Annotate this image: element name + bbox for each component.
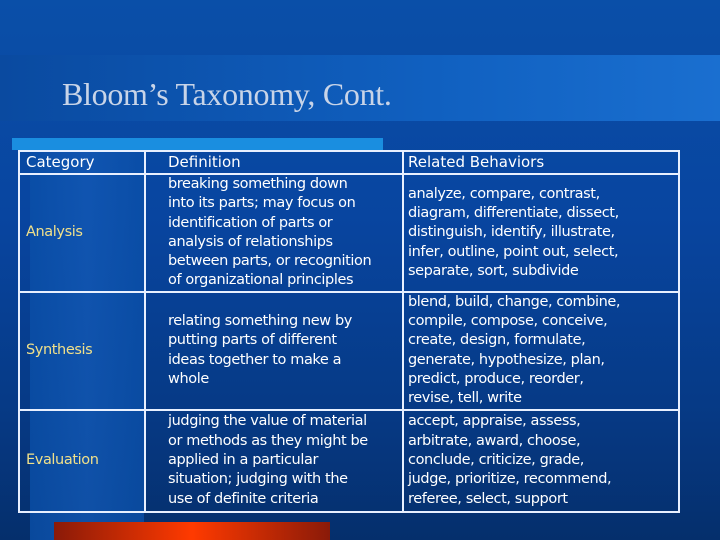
definition-cell	[145, 410, 403, 512]
behaviors-cell	[403, 410, 679, 512]
cell-line: accept, appraise, assess,	[408, 413, 581, 430]
cell-line: analysis of relationships	[168, 233, 333, 250]
table-row	[19, 174, 679, 292]
cell-line: revise, tell, write	[408, 390, 522, 407]
cell-line: applied in a particular	[168, 451, 319, 468]
category-cell: Synthesis	[19, 292, 145, 410]
category-cell: Evaluation	[19, 410, 145, 512]
category-cell: Analysis	[19, 174, 145, 292]
header-category: Category	[19, 151, 145, 174]
cell-line: create, design, formulate,	[408, 332, 586, 349]
cell-line: judge, prioritize, recommend,	[408, 471, 612, 488]
cell-line: relating something new by	[168, 313, 352, 330]
cell-line: between parts, or recognition	[168, 253, 372, 270]
table-header-row	[19, 151, 679, 174]
cell-line: of organizational principles	[168, 272, 354, 289]
behaviors-cell	[403, 174, 679, 292]
cell-line: predict, produce, reorder,	[408, 370, 584, 387]
cell-line: blend, build, change, combine,	[408, 293, 621, 310]
cell-line: infer, outline, point out, select,	[408, 243, 619, 260]
cell-line: use of definite criteria	[168, 490, 319, 507]
cell-line: putting parts of different	[168, 332, 337, 349]
header-definition: Definition	[145, 151, 403, 174]
definition-cell	[145, 292, 403, 410]
table-row	[19, 292, 679, 410]
table-row	[19, 410, 679, 512]
accent-bar-blue	[12, 138, 383, 150]
cell-line: generate, hypothesize, plan,	[408, 351, 605, 368]
cell-line: or methods as they might be	[168, 432, 368, 449]
cell-line: whole	[168, 370, 209, 387]
header-behaviors: Related Behaviors	[403, 151, 679, 174]
cell-line: ideas together to make a	[168, 351, 342, 368]
cell-line: diagram, differentiate, dissect,	[408, 204, 619, 221]
cell-line: into its parts; may focus on	[168, 195, 356, 212]
cell-line: analyze, compare, contrast,	[408, 185, 600, 202]
cell-line: conclude, criticize, grade,	[408, 451, 584, 468]
cell-line: breaking something down	[168, 176, 348, 192]
taxonomy-table	[18, 150, 680, 513]
accent-bar-red	[54, 522, 330, 540]
cell-line: separate, sort, subdivide	[408, 262, 579, 279]
cell-line: referee, select, support	[408, 490, 568, 507]
cell-line: compile, compose, conceive,	[408, 313, 608, 330]
behaviors-cell	[403, 292, 679, 410]
slide-title: Bloom’s Taxonomy, Cont.	[62, 76, 392, 112]
cell-line: identification of parts or	[168, 214, 333, 231]
definition-cell	[145, 174, 403, 292]
cell-line: arbitrate, award, choose,	[408, 432, 581, 449]
cell-line: situation; judging with the	[168, 471, 348, 488]
cell-line: judging the value of material	[168, 413, 367, 430]
cell-line: distinguish, identify, illustrate,	[408, 224, 615, 241]
